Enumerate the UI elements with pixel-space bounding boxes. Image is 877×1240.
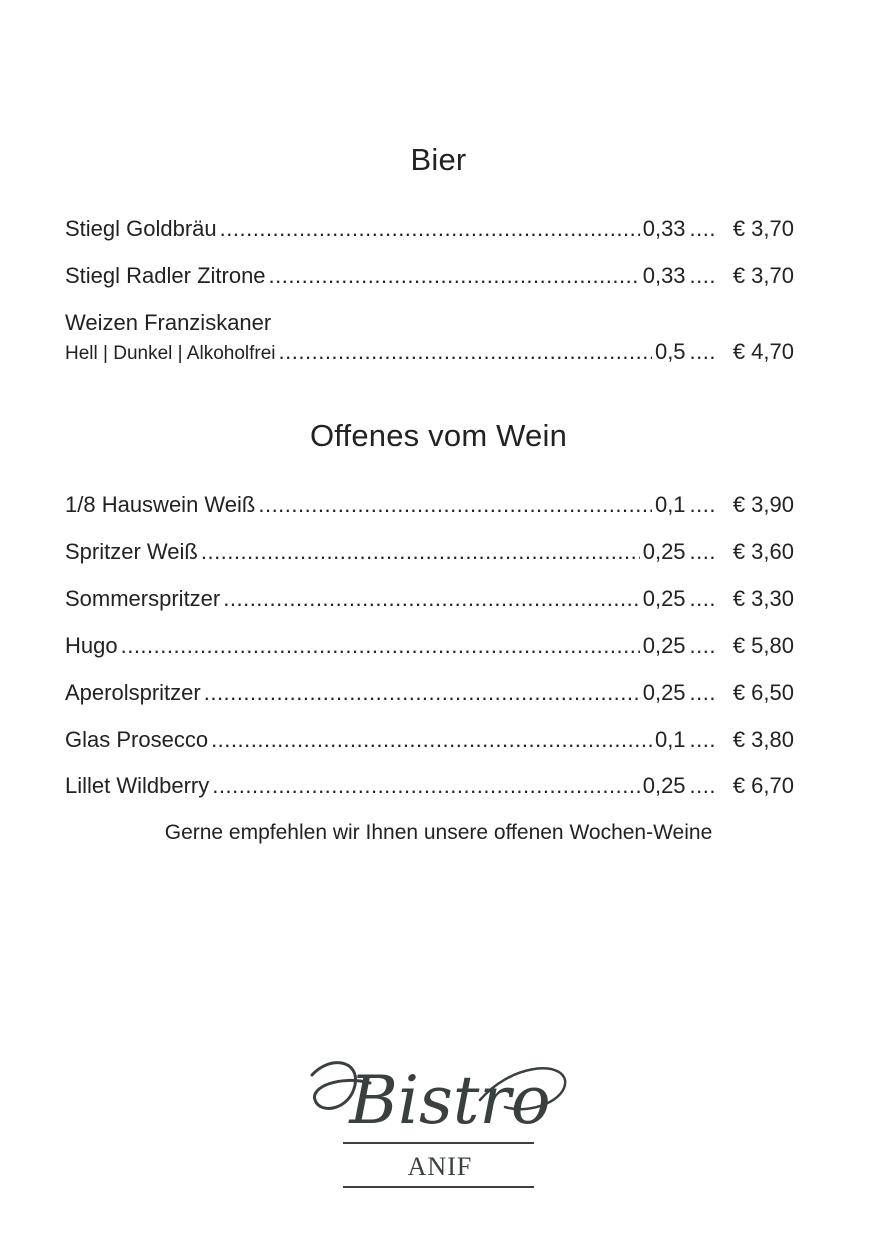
dot-separator: .... (689, 680, 716, 705)
item-size: 0,5 (654, 339, 686, 364)
item-name: Hugo (65, 633, 118, 658)
menu-item-spritzer-weiss (65, 537, 794, 567)
logo-sub-text: ANIF (407, 1152, 473, 1181)
menu-item-sommerspritzer (65, 584, 794, 614)
item-size: 0,25 (642, 633, 686, 658)
dot-leader (223, 584, 639, 614)
dot-leader (220, 214, 640, 244)
item-name: Glas Prosecco (65, 727, 209, 752)
bistro-anif-logo (300, 1045, 580, 1195)
item-size: 0,25 (642, 680, 686, 705)
dot-separator: .... (689, 773, 716, 798)
item-size: 0,33 (642, 263, 686, 288)
dot-separator: .... (689, 492, 716, 517)
item-price: € 6,50 (732, 680, 794, 705)
item-name: Aperolspritzer (65, 680, 201, 705)
logo-graphic (300, 1045, 580, 1195)
item-title-weizen: Weizen Franziskaner (65, 310, 272, 335)
item-name: 1/8 Hauswein Weiß (65, 492, 256, 517)
item-name: Lillet Wildberry (65, 773, 210, 798)
menu-item-lillet-wildberry (65, 771, 794, 801)
menu-item-glas-prosecco (65, 725, 794, 755)
item-price: € 3,70 (732, 263, 794, 288)
item-size: 0,25 (642, 586, 686, 611)
item-price: € 3,80 (732, 727, 794, 752)
item-name: Hell | Dunkel | Alkoholfrei (65, 343, 276, 364)
dot-leader (258, 490, 652, 520)
dot-leader (204, 678, 640, 708)
menu-item-hauswein (65, 490, 794, 520)
dot-separator: .... (689, 539, 716, 564)
dot-separator: .... (689, 339, 716, 364)
section-title-bier: Bier (410, 142, 467, 177)
item-size: 0,25 (642, 773, 686, 798)
menu-item-stiegl-goldbraeu (65, 214, 794, 244)
item-size: 0,25 (642, 539, 686, 564)
item-name: Stiegl Goldbräu (65, 216, 217, 241)
item-price: € 3,60 (732, 539, 794, 564)
menu-item-aperolspritzer (65, 678, 794, 708)
item-name: Spritzer Weiß (65, 539, 198, 564)
dot-leader (279, 337, 652, 367)
weekly-wine-note: Gerne empfehlen wir Ihnen unsere offenen Wochen-Weine (164, 821, 713, 844)
menu-item-weizen-franziskaner (65, 337, 794, 367)
item-name: Sommerspritzer (65, 586, 221, 611)
item-size: 0,33 (642, 216, 686, 241)
dot-leader (211, 725, 652, 755)
item-price: € 3,70 (732, 216, 794, 241)
item-price: € 4,70 (732, 339, 794, 364)
dot-separator: .... (689, 727, 716, 752)
item-name: Stiegl Radler Zitrone (65, 263, 266, 288)
dot-leader (269, 261, 640, 291)
logo-script-text: Bistro (349, 1062, 551, 1139)
item-price: € 3,90 (732, 492, 794, 517)
menu-item-stiegl-radler (65, 261, 794, 291)
dot-leader (121, 631, 640, 661)
item-price: € 5,80 (732, 633, 794, 658)
dot-separator: .... (689, 633, 716, 658)
menu-item-hugo (65, 631, 794, 661)
dot-separator: .... (689, 586, 716, 611)
item-size: 0,1 (654, 492, 686, 517)
dot-separator: .... (689, 216, 716, 241)
dot-leader (212, 771, 639, 801)
item-price: € 3,30 (732, 586, 794, 611)
dot-leader (201, 537, 640, 567)
item-size: 0,1 (654, 727, 686, 752)
item-price: € 6,70 (732, 773, 794, 798)
dot-separator: .... (689, 263, 716, 288)
section-title-wein: Offenes vom Wein (309, 418, 568, 453)
